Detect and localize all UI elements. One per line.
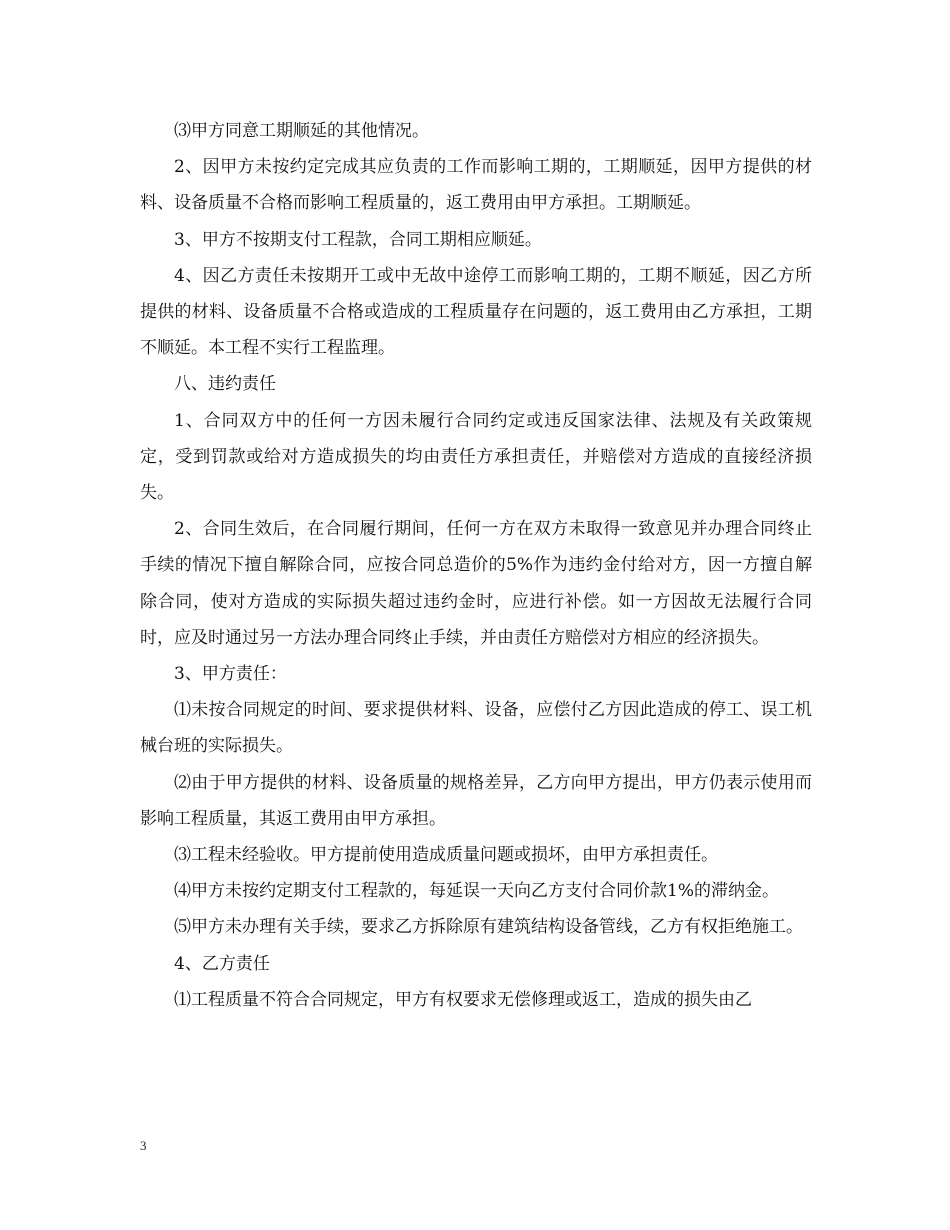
document-body (140, 113, 812, 1018)
paragraph: 2、合同生效后，在合同履行期间，任何一方在双方未取得一致意见并办理合同终止手续的情况下擅自解除合同，应按合同总造价的5%作为违约金付给对方，因一方擅自解除合同，使对方造成的实际损失超过违约金时，应进行补偿。如一方因故无法履行合同时，应及时通过另一方法办理合同终止手续，并由责任方赔偿对方相应的经济损失。 (140, 519, 812, 648)
paragraph: ⑷甲方未按约定期支付工程款的，每延误一天向乙方支付合同价款1%的滞纳金。 (174, 881, 779, 902)
paragraph: ⑶工程未经验收。甲方提前使用造成质量问题或损坏，由甲方承担责任。 (174, 845, 718, 866)
subsection-heading: 4、乙方责任 (174, 953, 270, 974)
subsection-heading: 3、甲方责任： (174, 664, 287, 685)
paragraph: ⑸甲方未办理有关手续，要求乙方拆除原有建筑结构设备管线，乙方有权拒绝施工。 (174, 917, 803, 938)
paragraph: 1、合同双方中的任何一方因未履行合同约定或违反国家法律、法规及有关政策规定，受到罚款或给对方造成损失的均由责任方承担责任，并赔偿对方造成的直接经济损失。 (140, 410, 812, 504)
paragraph: 4、因乙方责任未按期开工或中无故中途停工而影响工期的，工期不顺延，因乙方所提供的材料、设备质量不合格或造成的工程质量存在问题的，返工费用由乙方承担，工期不顺延。本工程不实行工程监理。 (140, 265, 812, 359)
paragraph: ⑶甲方同意工期顺延的其他情况。 (174, 121, 429, 141)
paragraph: 3、甲方不按期支付工程款，合同工期相应顺延。 (174, 229, 542, 250)
paragraph: ⑴未按合同规定的时间、要求提供材料、设备，应偿付乙方因此造成的停工、误工机械台班的实际损失。 (140, 700, 812, 757)
page-number: 3 (140, 1138, 147, 1153)
paragraph: ⑴工程质量不符合合同规定，甲方有权要求无偿修理或返工，造成的损失由乙 (174, 989, 752, 1010)
paragraph: ⑵由于甲方提供的材料、设备质量的规格差异，乙方向甲方提出，甲方仍表示使用而影响工程质量，其返工费用由甲方承担。 (140, 772, 812, 829)
section-heading: 八、违约责任 (174, 374, 276, 395)
paragraph: 2、因甲方未按约定完成其应负责的工作而影响工期的，工期顺延，因甲方提供的材料、设备质量不合格而影响工程质量的，返工费用由甲方承担。工期顺延。 (140, 157, 812, 214)
